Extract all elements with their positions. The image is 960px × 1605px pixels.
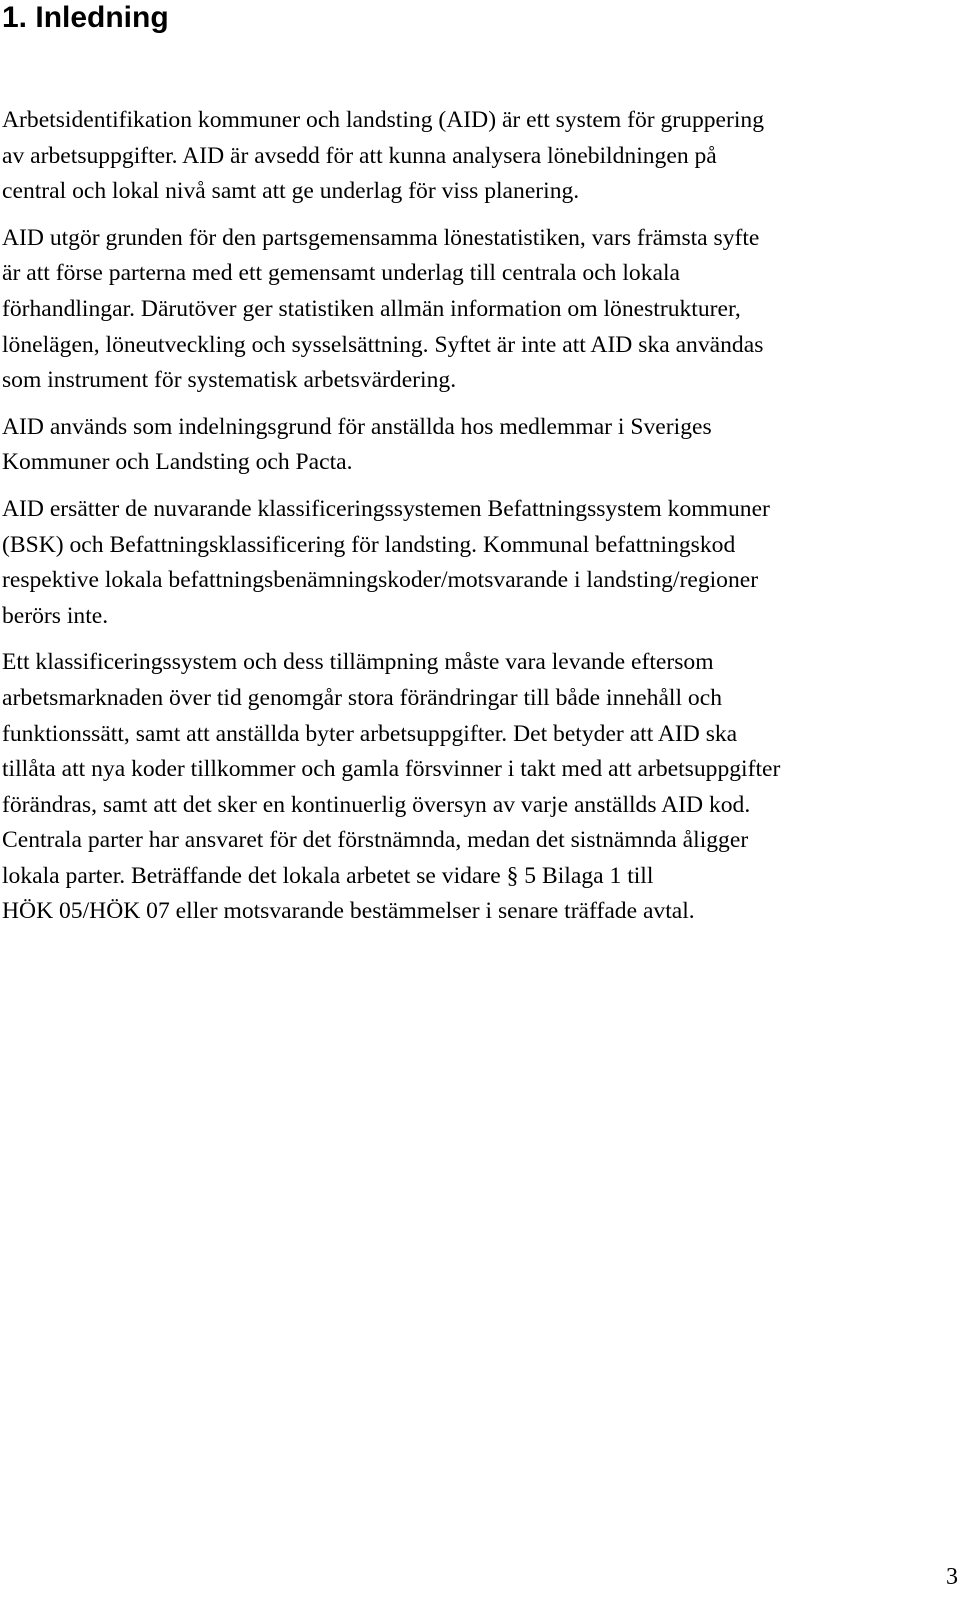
text-line: central och lokal nivå samt att ge underlag för viss planering. xyxy=(2,178,580,205)
text-line: lönelägen, löneutveckling och sysselsättning. Syftet är inte att AID ska användas xyxy=(2,331,764,358)
text-line: Arbetsidentifikation kommuner och landsting (AID) är ett system för gruppering xyxy=(2,107,765,133)
text-line: (BSK) och Befattningsklassificering för landsting. Kommunal befattningskod xyxy=(2,531,736,558)
text-line: arbetsmarknaden över tid genomgår stora förändringar till både innehåll och xyxy=(2,684,723,711)
paragraph-usage xyxy=(2,410,958,481)
text-line: förändras, samt att det sker en kontinuerlig översyn av varje anställds AID kod. xyxy=(2,791,751,818)
text-line: AID utgör grunden för den partsgemensamma lönestatistiken, vars främsta syfte xyxy=(2,224,760,251)
text-line: AID ersätter de nuvarande klassificeringssystemen Befattningssystem kommuner xyxy=(2,495,770,522)
text-line: berörs inte. xyxy=(2,602,109,629)
text-line: av arbetsuppgifter. AID är avsedd för att kunna analysera lönebildningen på xyxy=(2,142,717,169)
page-number: 3 xyxy=(946,1564,958,1590)
text-line: lokala parter. Beträffande det lokala arbetet se vidare § 5 Bilaga 1 till xyxy=(2,862,654,889)
document-body xyxy=(2,103,958,941)
section-heading: 1. Inledning xyxy=(2,1,169,34)
paragraph-statistics xyxy=(2,221,958,399)
text-line: funktionssätt, samt att anställda byter arbetsuppgifter. Det betyder att AID ska xyxy=(2,720,738,747)
paragraph-replacement xyxy=(2,492,958,634)
text-line: är att förse parterna med ett gemensamt underlag till centrala och lokala xyxy=(2,260,681,287)
text-line: Centrala parter har ansvaret för det förstnämnda, medan det sistnämnda åligger xyxy=(2,827,749,854)
text-line: som instrument för systematisk arbetsvärdering. xyxy=(2,367,457,394)
paragraph-intro xyxy=(2,103,958,210)
paragraph-maintenance xyxy=(2,645,958,930)
text-line: tillåta att nya koder tillkommer och gamla försvinner i takt med att arbetsuppgifter xyxy=(2,756,781,783)
text-line: Kommuner och Landsting och Pacta. xyxy=(2,449,353,476)
text-line: Ett klassificeringssystem och dess tillämpning måste vara levande eftersom xyxy=(2,649,714,676)
text-line: HÖK 05/HÖK 07 eller motsvarande bestämmelser i senare träffade avtal. xyxy=(2,898,695,925)
text-line: AID används som indelningsgrund för anställda hos medlemmar i Sveriges xyxy=(2,413,712,440)
text-line: förhandlingar. Därutöver ger statistiken allmän information om lönestrukturer, xyxy=(2,295,741,322)
text-line: respektive lokala befattningsbenämningskoder/motsvarande i landsting/regioner xyxy=(2,567,759,594)
